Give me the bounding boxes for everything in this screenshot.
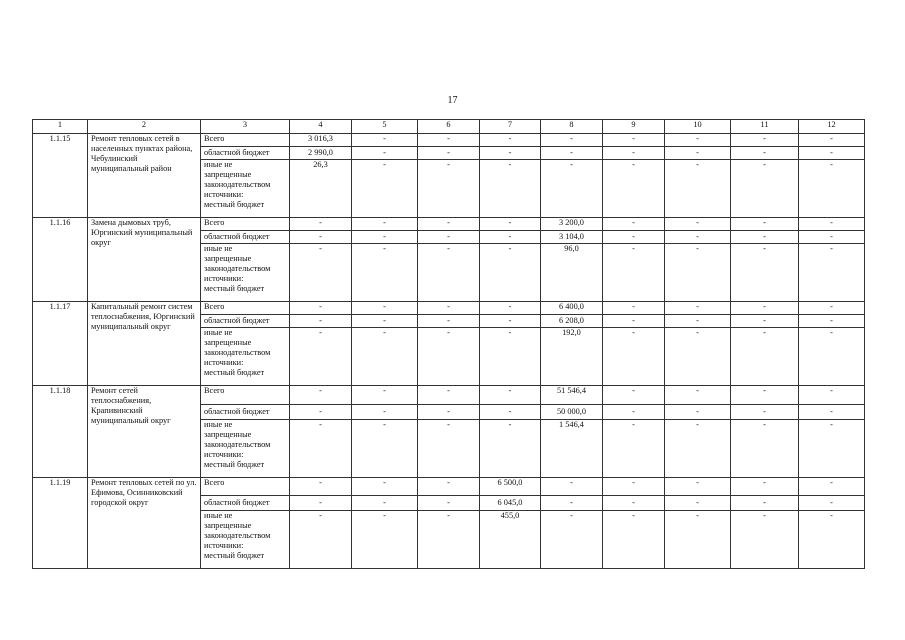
row-code: 1.1.19: [33, 478, 88, 569]
value-cell: -: [665, 231, 731, 244]
source-other-line: источники:: [204, 541, 244, 550]
value-cell: -: [603, 218, 665, 231]
source-total-label: Всего: [201, 218, 290, 231]
value-cell: -: [603, 328, 665, 386]
value-cell: -: [352, 302, 418, 315]
value-cell: -: [603, 405, 665, 420]
value-cell: -: [418, 478, 480, 496]
source-total-label: Всего: [201, 386, 290, 405]
value-cell: 6 500,0: [480, 478, 541, 496]
value-cell: -: [352, 420, 418, 478]
value-cell: -: [352, 328, 418, 386]
source-total-label: Всего: [201, 302, 290, 315]
value-cell: -: [731, 244, 799, 302]
value-cell: -: [731, 328, 799, 386]
value-cell: -: [418, 134, 480, 147]
value-cell: -: [799, 496, 865, 511]
value-cell: -: [541, 511, 603, 569]
value-cell: -: [418, 420, 480, 478]
value-cell: -: [352, 134, 418, 147]
table-row: [33, 302, 865, 315]
value-cell: -: [480, 328, 541, 386]
value-cell: -: [799, 160, 865, 218]
value-cell: -: [731, 147, 799, 160]
value-cell: -: [352, 511, 418, 569]
value-cell: -: [665, 328, 731, 386]
value-cell: -: [731, 386, 799, 405]
column-header-3: 3: [201, 120, 290, 134]
value-cell: -: [418, 147, 480, 160]
value-cell: 96,0: [541, 244, 603, 302]
table-row: [33, 386, 865, 405]
table-body: [33, 134, 865, 569]
column-header-6: 6: [418, 120, 480, 134]
value-cell: -: [665, 386, 731, 405]
source-regional-label: областной бюджет: [201, 315, 290, 328]
column-header-2: 2: [88, 120, 201, 134]
value-cell: -: [731, 315, 799, 328]
source-other-line: запрещенные: [204, 170, 252, 179]
column-header-4: 4: [290, 120, 352, 134]
value-cell: -: [418, 386, 480, 405]
row-code: 1.1.16: [33, 218, 88, 302]
row-name: Ремонт тепловых сетей по ул. Ефимова, Осинниковский городской округ: [88, 478, 201, 569]
source-other-line: иные не: [204, 244, 233, 253]
value-cell: -: [603, 244, 665, 302]
value-cell: -: [480, 315, 541, 328]
source-other-label: [201, 511, 290, 569]
source-other-line: иные не: [204, 511, 233, 520]
source-other-line: законодательством: [204, 264, 271, 273]
column-header-12: 12: [799, 120, 865, 134]
source-total-label: Всего: [201, 134, 290, 147]
value-cell: -: [541, 147, 603, 160]
value-cell: -: [352, 147, 418, 160]
source-regional-label: областной бюджет: [201, 496, 290, 511]
value-cell: -: [352, 315, 418, 328]
value-cell: -: [603, 420, 665, 478]
value-cell: -: [480, 302, 541, 315]
value-cell: -: [665, 315, 731, 328]
value-cell: -: [352, 478, 418, 496]
source-other-label: [201, 420, 290, 478]
value-cell: -: [418, 496, 480, 511]
value-cell: -: [665, 134, 731, 147]
value-cell: 26,3: [290, 160, 352, 218]
column-header-10: 10: [665, 120, 731, 134]
value-cell: -: [418, 231, 480, 244]
value-cell: -: [665, 496, 731, 511]
value-cell: -: [480, 231, 541, 244]
value-cell: 1 546,4: [541, 420, 603, 478]
page-number: 17: [447, 95, 458, 106]
source-local-label: местный бюджет: [204, 368, 265, 377]
value-cell: -: [731, 405, 799, 420]
source-regional-label: областной бюджет: [201, 231, 290, 244]
value-cell: -: [665, 478, 731, 496]
value-cell: -: [731, 231, 799, 244]
source-other-line: иные не: [204, 160, 233, 169]
value-cell: -: [799, 478, 865, 496]
row-code: 1.1.17: [33, 302, 88, 386]
source-other-label: [201, 328, 290, 386]
value-cell: 50 000,0: [541, 405, 603, 420]
value-cell: -: [665, 420, 731, 478]
value-cell: -: [731, 302, 799, 315]
value-cell: -: [603, 315, 665, 328]
value-cell: -: [665, 244, 731, 302]
value-cell: -: [290, 420, 352, 478]
value-cell: -: [799, 231, 865, 244]
value-cell: -: [352, 386, 418, 405]
value-cell: 6 045,0: [480, 496, 541, 511]
source-other-line: запрещенные: [204, 430, 252, 439]
value-cell: -: [731, 511, 799, 569]
value-cell: -: [418, 160, 480, 218]
source-other-line: законодательством: [204, 531, 271, 540]
value-cell: -: [290, 386, 352, 405]
source-local-label: местный бюджет: [204, 551, 265, 560]
table-row: [33, 218, 865, 231]
value-cell: -: [603, 160, 665, 218]
row-code: 1.1.18: [33, 386, 88, 478]
value-cell: 6 400,0: [541, 302, 603, 315]
value-cell: -: [290, 328, 352, 386]
value-cell: -: [603, 134, 665, 147]
source-other-line: источники:: [204, 190, 244, 199]
source-local-label: местный бюджет: [204, 200, 265, 209]
value-cell: -: [418, 328, 480, 386]
value-cell: -: [665, 160, 731, 218]
value-cell: 2 990,0: [290, 147, 352, 160]
source-local-label: местный бюджет: [204, 284, 265, 293]
column-header-11: 11: [731, 120, 799, 134]
value-cell: -: [290, 218, 352, 231]
value-cell: -: [290, 244, 352, 302]
value-cell: -: [480, 420, 541, 478]
value-cell: -: [731, 160, 799, 218]
value-cell: -: [665, 147, 731, 160]
value-cell: -: [665, 302, 731, 315]
source-total-label: Всего: [201, 478, 290, 496]
source-local-label: местный бюджет: [204, 460, 265, 469]
value-cell: 3 016,3: [290, 134, 352, 147]
source-other-label: [201, 160, 290, 218]
value-cell: -: [352, 218, 418, 231]
value-cell: -: [480, 244, 541, 302]
value-cell: -: [731, 134, 799, 147]
value-cell: -: [731, 478, 799, 496]
source-other-line: запрещенные: [204, 338, 252, 347]
value-cell: -: [799, 328, 865, 386]
row-name: Капитальный ремонт систем теплоснабжения, Юргинский муниципальный округ: [88, 302, 201, 386]
value-cell: -: [541, 160, 603, 218]
value-cell: -: [418, 218, 480, 231]
header-row: [33, 120, 865, 134]
source-other-line: иные не: [204, 420, 233, 429]
value-cell: -: [799, 244, 865, 302]
value-cell: -: [480, 160, 541, 218]
source-other-line: законодательством: [204, 180, 271, 189]
row-name: Ремонт тепловых сетей в населенных пунктах района, Чебулинский муниципальный район: [88, 134, 201, 218]
source-other-line: источники:: [204, 450, 244, 459]
value-cell: -: [480, 405, 541, 420]
value-cell: -: [799, 420, 865, 478]
value-cell: -: [603, 478, 665, 496]
value-cell: -: [799, 315, 865, 328]
value-cell: -: [603, 496, 665, 511]
value-cell: -: [480, 218, 541, 231]
value-cell: -: [541, 134, 603, 147]
value-cell: -: [731, 420, 799, 478]
value-cell: -: [665, 218, 731, 231]
budget-table: [32, 119, 865, 569]
value-cell: -: [480, 386, 541, 405]
value-cell: -: [290, 496, 352, 511]
column-header-8: 8: [541, 120, 603, 134]
source-other-line: источники:: [204, 274, 244, 283]
value-cell: 455,0: [480, 511, 541, 569]
column-header-7: 7: [480, 120, 541, 134]
source-other-line: запрещенные: [204, 521, 252, 530]
value-cell: -: [799, 405, 865, 420]
row-name: Замена дымовых труб, Юргинский муниципальный округ: [88, 218, 201, 302]
value-cell: 6 208,0: [541, 315, 603, 328]
value-cell: -: [290, 511, 352, 569]
value-cell: -: [731, 218, 799, 231]
value-cell: -: [603, 302, 665, 315]
source-other-line: законодательством: [204, 348, 271, 357]
value-cell: -: [418, 315, 480, 328]
value-cell: -: [352, 160, 418, 218]
value-cell: -: [541, 478, 603, 496]
row-code: 1.1.15: [33, 134, 88, 218]
value-cell: -: [352, 496, 418, 511]
value-cell: -: [480, 147, 541, 160]
value-cell: -: [480, 134, 541, 147]
value-cell: -: [290, 302, 352, 315]
value-cell: -: [799, 386, 865, 405]
source-other-line: законодательством: [204, 440, 271, 449]
value-cell: -: [799, 302, 865, 315]
value-cell: -: [290, 405, 352, 420]
table-row: [33, 478, 865, 496]
value-cell: -: [352, 231, 418, 244]
value-cell: -: [603, 231, 665, 244]
value-cell: -: [290, 478, 352, 496]
value-cell: 3 200,0: [541, 218, 603, 231]
value-cell: -: [418, 244, 480, 302]
value-cell: -: [799, 511, 865, 569]
value-cell: -: [603, 511, 665, 569]
source-other-line: источники:: [204, 358, 244, 367]
value-cell: -: [418, 511, 480, 569]
value-cell: -: [799, 134, 865, 147]
value-cell: -: [352, 244, 418, 302]
value-cell: 3 104,0: [541, 231, 603, 244]
value-cell: -: [665, 405, 731, 420]
value-cell: -: [418, 405, 480, 420]
source-other-line: запрещенные: [204, 254, 252, 263]
row-name: Ремонт сетей теплоснабжения, Крапивинский муниципальный округ: [88, 386, 201, 478]
value-cell: -: [799, 218, 865, 231]
value-cell: -: [290, 315, 352, 328]
source-regional-label: областной бюджет: [201, 147, 290, 160]
column-header-1: 1: [33, 120, 88, 134]
value-cell: -: [603, 147, 665, 160]
value-cell: -: [290, 231, 352, 244]
column-header-5: 5: [352, 120, 418, 134]
source-other-line: иные не: [204, 328, 233, 337]
value-cell: -: [603, 386, 665, 405]
value-cell: -: [799, 147, 865, 160]
value-cell: -: [352, 405, 418, 420]
value-cell: -: [541, 496, 603, 511]
value-cell: -: [418, 302, 480, 315]
source-other-label: [201, 244, 290, 302]
column-header-9: 9: [603, 120, 665, 134]
value-cell: 51 546,4: [541, 386, 603, 405]
table-row: [33, 134, 865, 147]
source-regional-label: областной бюджет: [201, 405, 290, 420]
value-cell: -: [731, 496, 799, 511]
value-cell: 192,0: [541, 328, 603, 386]
value-cell: -: [665, 511, 731, 569]
